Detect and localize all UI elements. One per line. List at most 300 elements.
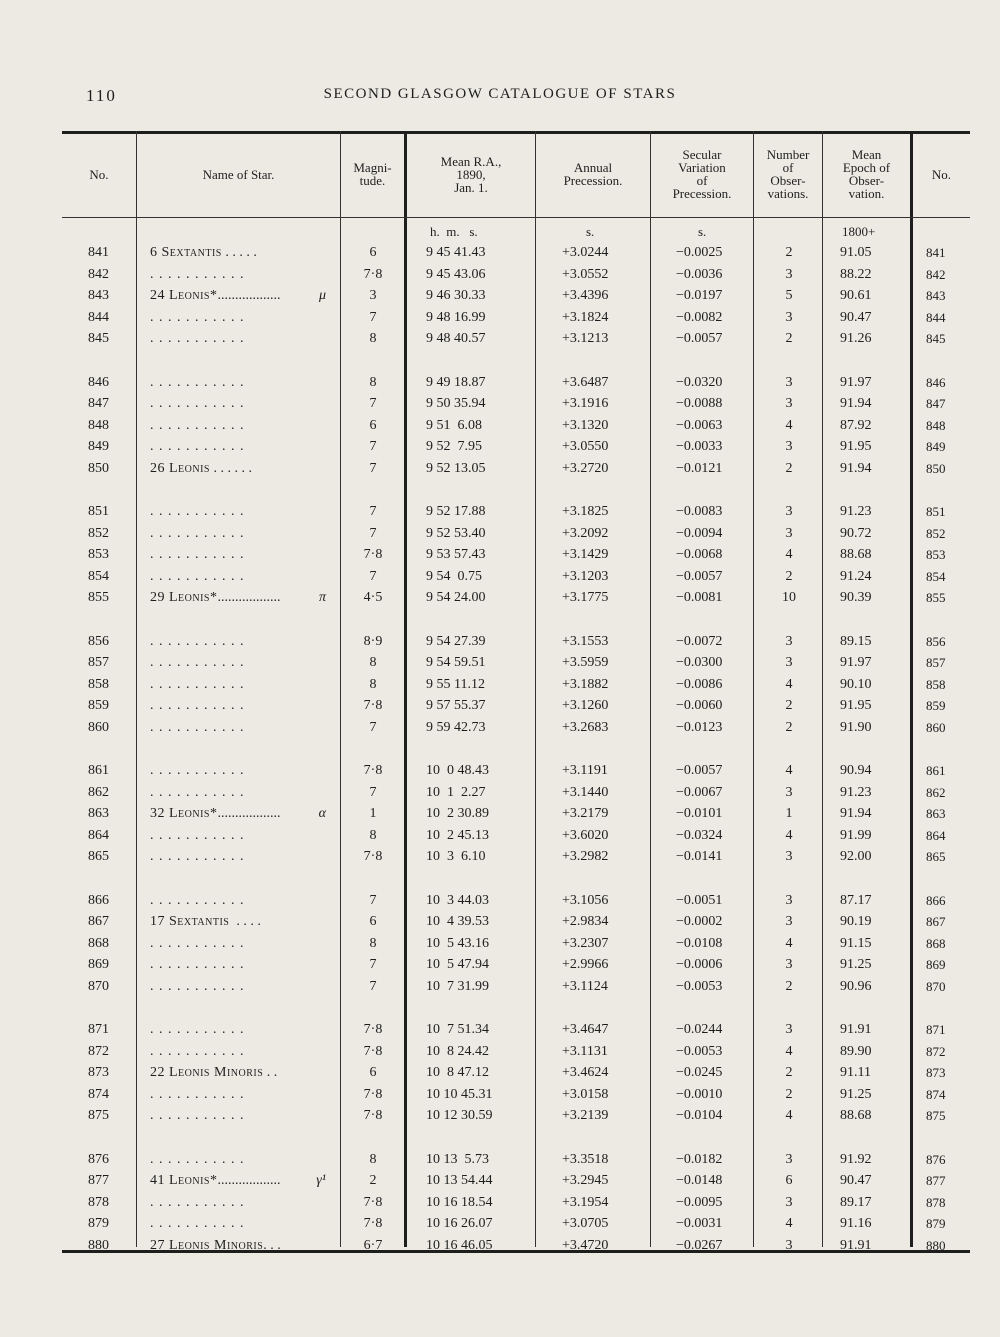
secular-variation: −0.0148 <box>676 1173 723 1188</box>
mean-epoch: 90.94 <box>840 763 872 778</box>
star-number: 851 <box>88 504 109 519</box>
mean-epoch: 91.25 <box>840 957 872 972</box>
annual-precession: +3.1203 <box>562 568 609 584</box>
magnitude: 7·8 <box>363 1108 383 1123</box>
star-number: 866 <box>88 892 109 908</box>
star-number-right: 844 <box>926 309 946 325</box>
star-number: 877 <box>88 1173 109 1188</box>
star-number-right: 866 <box>926 892 946 908</box>
mean-epoch: 91.24 <box>840 568 872 584</box>
leader-dots: ........... <box>150 1022 249 1037</box>
observation-count: 10 <box>782 590 796 605</box>
magnitude: 7·8 <box>363 698 383 713</box>
mean-epoch: 90.72 <box>840 525 872 541</box>
secular-variation: −0.0057 <box>676 568 723 584</box>
secular-variation: −0.0036 <box>676 266 723 282</box>
observation-count: 2 <box>785 1086 793 1102</box>
observation-count: 2 <box>785 460 793 476</box>
star-number: 872 <box>88 1043 109 1059</box>
magnitude: 2 <box>369 1173 377 1188</box>
mean-ra: 10 2 30.89 <box>426 806 489 821</box>
leader-dots: ........... <box>150 1216 249 1231</box>
annual-precession: +3.1429 <box>562 547 609 562</box>
star-number-right: 877 <box>926 1173 946 1188</box>
mean-ra: 10 0 48.43 <box>426 763 489 778</box>
mean-ra: 9 59 42.73 <box>426 719 486 735</box>
mean-epoch: 91.91 <box>840 1022 872 1037</box>
mean-epoch: 90.19 <box>840 914 872 929</box>
mean-ra: 10 3 6.10 <box>426 849 486 864</box>
annual-precession: +3.1191 <box>562 763 608 778</box>
secular-variation: −0.0068 <box>676 547 723 562</box>
leader-dots: ........... <box>150 827 249 843</box>
annual-precession: +3.2092 <box>562 525 609 541</box>
mean-ra: 9 55 11.12 <box>426 676 485 692</box>
annual-precession: +2.9966 <box>562 957 609 972</box>
table-row <box>0 286 1000 306</box>
magnitude: 7·8 <box>363 1194 383 1210</box>
leader-dots: ........... <box>150 676 249 692</box>
star-number-right: 841 <box>926 245 946 260</box>
header-no: No. <box>89 166 109 182</box>
star-name <box>150 718 328 738</box>
secular-variation: −0.0053 <box>676 1043 723 1059</box>
star-name <box>150 847 328 867</box>
star-number: 853 <box>88 547 109 562</box>
magnitude: 7·8 <box>363 1086 383 1102</box>
table-row <box>0 783 1000 803</box>
unit-secular: s. <box>698 224 707 239</box>
star-designation: 26 Leonis <box>150 460 210 476</box>
annual-precession: +3.1954 <box>562 1194 609 1210</box>
secular-variation: −0.0300 <box>676 655 723 670</box>
magnitude: 7·8 <box>363 266 383 282</box>
star-name <box>150 955 328 975</box>
header-annual-precession: Annual Precession. <box>563 160 623 188</box>
observation-count: 4 <box>785 763 793 778</box>
secular-variation: −0.0072 <box>676 633 723 649</box>
table-row <box>0 1085 1000 1105</box>
magnitude: 3 <box>369 288 377 303</box>
magnitude: 8·9 <box>363 633 383 649</box>
annual-precession: +3.2683 <box>562 719 609 735</box>
mean-ra: 10 7 51.34 <box>426 1022 489 1037</box>
observation-count: 2 <box>785 245 793 260</box>
star-name <box>150 1171 328 1191</box>
annual-precession: +3.4720 <box>562 1237 609 1253</box>
star-name <box>150 1106 328 1126</box>
star-number-right: 851 <box>926 504 946 519</box>
secular-variation: −0.0067 <box>676 784 723 800</box>
star-name <box>150 437 328 457</box>
magnitude: 8 <box>369 1151 377 1167</box>
secular-variation: −0.0057 <box>676 763 723 778</box>
star-name <box>150 265 328 285</box>
annual-precession: +3.0552 <box>562 266 609 282</box>
annual-precession: +3.1440 <box>562 784 609 800</box>
mean-ra: 9 54 24.00 <box>426 590 486 605</box>
observation-count: 2 <box>785 978 793 994</box>
star-number-right: 876 <box>926 1151 946 1167</box>
observation-count: 2 <box>785 331 793 346</box>
leader-dots: ........... <box>150 892 249 908</box>
magnitude: 7 <box>369 892 377 908</box>
table-row <box>0 653 1000 673</box>
star-number: 874 <box>88 1086 109 1102</box>
mean-ra: 10 4 39.53 <box>426 914 489 929</box>
leader-dots: ........... <box>150 655 249 670</box>
star-number: 863 <box>88 806 109 821</box>
mean-epoch: 91.23 <box>840 504 872 519</box>
magnitude: 6·7 <box>363 1237 383 1253</box>
table-row <box>0 934 1000 954</box>
annual-precession: +3.1260 <box>562 698 609 713</box>
star-name <box>150 394 328 414</box>
mean-ra: 9 48 16.99 <box>426 309 486 325</box>
table-row <box>0 1150 1000 1170</box>
annual-precession: +3.1213 <box>562 331 609 346</box>
star-number-right: 879 <box>926 1216 946 1231</box>
observation-count: 3 <box>785 914 793 929</box>
mean-epoch: 91.94 <box>840 460 872 476</box>
leader-dots: ........... <box>150 1151 249 1167</box>
leader-dots: . . . . . . <box>210 460 252 476</box>
unit-epoch: 1800+ <box>842 224 876 239</box>
mean-ra: 9 54 27.39 <box>426 633 486 649</box>
star-designation: 29 Leonis* <box>150 590 218 605</box>
leader-dots: ........... <box>150 309 249 325</box>
leader-dots: ........... <box>150 957 249 972</box>
magnitude: 6 <box>369 417 377 433</box>
mean-ra: 9 50 35.94 <box>426 396 486 411</box>
table-row <box>0 567 1000 587</box>
star-name <box>150 308 328 328</box>
star-number: 862 <box>88 784 109 800</box>
leader-dots: ........... <box>150 525 249 541</box>
star-number: 852 <box>88 525 109 541</box>
observation-count: 3 <box>785 849 793 864</box>
leader-dots: ........... <box>150 1108 249 1123</box>
mean-ra: 9 52 13.05 <box>426 460 486 476</box>
mean-ra: 10 5 43.16 <box>426 935 489 951</box>
magnitude: 8 <box>369 374 377 390</box>
leader-dots: ........... <box>150 978 249 994</box>
star-number: 876 <box>88 1151 109 1167</box>
magnitude: 7 <box>369 719 377 735</box>
mean-epoch: 89.90 <box>840 1043 872 1059</box>
star-name <box>150 934 328 954</box>
mean-epoch: 91.94 <box>840 396 872 411</box>
star-number-right: 871 <box>926 1022 946 1037</box>
star-number: 869 <box>88 957 109 972</box>
annual-precession: +3.6487 <box>562 374 609 390</box>
mean-epoch: 91.91 <box>840 1237 872 1253</box>
star-number: 854 <box>88 568 109 584</box>
star-number: 880 <box>88 1237 109 1253</box>
observation-count: 3 <box>785 1237 793 1253</box>
header-mean-ra: Mean R.A., 1890, Jan. 1. <box>440 153 502 195</box>
table-row <box>0 1193 1000 1213</box>
star-designation: 6 Sextantis <box>150 245 222 260</box>
leader-dots: . . <box>263 1065 278 1080</box>
table-row <box>0 955 1000 975</box>
leader-dots: ........... <box>150 396 249 411</box>
table-row <box>0 373 1000 393</box>
star-number-right: 850 <box>926 460 946 476</box>
magnitude: 7·8 <box>363 1216 383 1231</box>
observation-count: 4 <box>785 1043 793 1059</box>
star-number-right: 864 <box>926 827 946 843</box>
mean-epoch: 91.97 <box>840 655 872 670</box>
star-number-right: 845 <box>926 331 946 346</box>
table-row <box>0 308 1000 328</box>
bayer-letter: γ¹ <box>316 1173 326 1188</box>
annual-precession: +3.0158 <box>562 1086 609 1102</box>
magnitude: 7 <box>369 784 377 800</box>
observation-count: 3 <box>785 655 793 670</box>
magnitude: 4·5 <box>363 590 383 605</box>
leader-dots: ........... <box>150 547 249 562</box>
observation-count: 3 <box>785 892 793 908</box>
mean-epoch: 89.17 <box>840 1194 872 1210</box>
annual-precession: +3.1882 <box>562 676 609 692</box>
star-number: 875 <box>88 1108 109 1123</box>
mean-ra: 10 2 45.13 <box>426 827 489 843</box>
star-number: 843 <box>88 288 109 303</box>
table-row <box>0 847 1000 867</box>
mean-ra: 9 54 0.75 <box>426 568 482 584</box>
secular-variation: −0.0101 <box>676 806 723 821</box>
magnitude: 8 <box>369 331 377 346</box>
mean-ra: 9 46 30.33 <box>426 288 486 303</box>
secular-variation: −0.0267 <box>676 1237 723 1253</box>
table-row <box>0 891 1000 911</box>
table-row <box>0 675 1000 695</box>
secular-variation: −0.0081 <box>676 590 723 605</box>
observation-count: 3 <box>785 525 793 541</box>
observation-count: 3 <box>785 439 793 454</box>
star-number-right: 875 <box>926 1108 946 1123</box>
secular-variation: −0.0320 <box>676 374 723 390</box>
annual-precession: +3.1056 <box>562 892 609 908</box>
observation-count: 2 <box>785 719 793 735</box>
leader-dots: ........... <box>150 266 249 282</box>
star-number: 844 <box>88 309 109 325</box>
mean-epoch: 88.68 <box>840 547 872 562</box>
table-row <box>0 459 1000 479</box>
leader-dots: ........... <box>150 439 249 454</box>
observation-count: 3 <box>785 784 793 800</box>
observation-count: 5 <box>785 288 793 303</box>
star-name <box>150 912 328 932</box>
star-designation: 22 Leonis Minoris <box>150 1065 264 1080</box>
observation-count: 3 <box>785 1194 793 1210</box>
secular-variation: −0.0141 <box>676 849 723 864</box>
star-number: 847 <box>88 396 109 411</box>
mean-ra: 10 16 26.07 <box>426 1216 493 1231</box>
annual-precession: +3.2139 <box>562 1108 609 1123</box>
table-row <box>0 524 1000 544</box>
table-row <box>0 977 1000 997</box>
mean-ra: 10 7 31.99 <box>426 978 489 994</box>
mean-ra: 9 48 40.57 <box>426 331 486 346</box>
secular-variation: −0.0031 <box>676 1216 723 1231</box>
star-number-right: 869 <box>926 957 946 972</box>
header-no-right: No. <box>931 166 952 182</box>
leader-dots: ........... <box>150 417 249 433</box>
star-number-right: 856 <box>926 633 946 649</box>
mean-epoch: 90.10 <box>840 676 872 692</box>
bayer-letter: α <box>318 806 326 821</box>
mean-epoch: 91.15 <box>840 935 872 951</box>
star-number-right: 868 <box>926 935 946 951</box>
secular-variation: −0.0063 <box>676 417 723 433</box>
secular-variation: −0.0123 <box>676 719 723 735</box>
star-name <box>150 567 328 587</box>
table-row <box>0 1106 1000 1126</box>
header-number-of-observations: Number of Obser- vations. <box>766 147 810 201</box>
secular-variation: −0.0053 <box>676 978 723 994</box>
mean-epoch: 90.96 <box>840 978 872 994</box>
star-number: 870 <box>88 978 109 994</box>
mean-epoch: 91.16 <box>840 1216 872 1231</box>
mean-ra: 10 10 45.31 <box>426 1086 493 1102</box>
observation-count: 4 <box>785 417 793 433</box>
secular-variation: −0.0104 <box>676 1108 723 1123</box>
mean-epoch: 88.22 <box>840 266 872 282</box>
observation-count: 3 <box>785 1022 793 1037</box>
star-number-right: 842 <box>926 266 946 282</box>
table-row <box>0 1171 1000 1191</box>
leader-dots: ........... <box>150 935 249 951</box>
magnitude: 6 <box>369 1065 377 1080</box>
secular-variation: −0.0025 <box>676 245 723 260</box>
mean-ra: 10 3 44.03 <box>426 892 489 908</box>
mean-ra: 10 13 5.73 <box>426 1151 489 1167</box>
secular-variation: −0.0051 <box>676 892 723 908</box>
secular-variation: −0.0060 <box>676 698 723 713</box>
secular-variation: −0.0002 <box>676 914 723 929</box>
star-name <box>150 524 328 544</box>
star-number-right: 857 <box>926 655 946 670</box>
star-number-right: 859 <box>926 698 946 713</box>
secular-variation: −0.0006 <box>676 957 723 972</box>
secular-variation: −0.0095 <box>676 1194 723 1210</box>
secular-variation: −0.0082 <box>676 309 723 325</box>
mean-epoch: 90.39 <box>840 590 872 605</box>
magnitude: 8 <box>369 676 377 692</box>
star-name <box>150 502 328 522</box>
star-number: 845 <box>88 331 109 346</box>
star-name <box>150 1150 328 1170</box>
mean-epoch: 91.26 <box>840 331 872 346</box>
star-number-right: 848 <box>926 417 946 433</box>
magnitude: 7 <box>369 504 377 519</box>
star-number: 841 <box>88 245 109 260</box>
annual-precession: +3.1553 <box>562 633 609 649</box>
star-name <box>150 804 328 824</box>
star-number: 858 <box>88 676 109 692</box>
mean-epoch: 91.11 <box>840 1065 871 1080</box>
annual-precession: +3.1775 <box>562 590 609 605</box>
star-name <box>150 826 328 846</box>
magnitude: 7 <box>369 396 377 411</box>
page-number: 110 <box>86 86 117 105</box>
star-number: 846 <box>88 374 109 390</box>
magnitude: 8 <box>369 935 377 951</box>
star-number-right: 843 <box>926 288 946 303</box>
observation-count: 2 <box>785 1065 793 1080</box>
annual-precession: +3.0705 <box>562 1216 609 1231</box>
observation-count: 6 <box>785 1173 793 1188</box>
star-number-right: 873 <box>926 1065 946 1080</box>
observation-count: 4 <box>785 935 793 951</box>
mean-epoch: 87.92 <box>840 417 872 433</box>
secular-variation: −0.0083 <box>676 504 723 519</box>
mean-epoch: 91.95 <box>840 439 872 454</box>
star-number: 861 <box>88 763 109 778</box>
star-name <box>150 1236 328 1256</box>
annual-precession: +3.0244 <box>562 245 609 260</box>
annual-precession: +3.4647 <box>562 1022 609 1037</box>
star-number-right: 867 <box>926 914 946 929</box>
star-number-right: 854 <box>926 568 946 584</box>
annual-precession: +3.2945 <box>562 1173 609 1188</box>
mean-ra: 9 49 18.87 <box>426 374 486 390</box>
star-number: 859 <box>88 698 109 713</box>
annual-precession: +3.5959 <box>562 655 609 670</box>
magnitude: 6 <box>369 914 377 929</box>
star-number-right: 847 <box>926 396 946 411</box>
table-row <box>0 1236 1000 1256</box>
star-number: 879 <box>88 1216 109 1231</box>
star-name <box>150 243 328 263</box>
secular-variation: −0.0108 <box>676 935 723 951</box>
header-mean-epoch: Mean Epoch of Obser- vation. <box>842 147 891 201</box>
mean-ra: 9 45 41.43 <box>426 245 486 260</box>
secular-variation: −0.0197 <box>676 288 723 303</box>
table-row <box>0 718 1000 738</box>
mean-ra: 9 57 55.37 <box>426 698 486 713</box>
header-secular-variation: Secular Variation of Precession. <box>672 147 732 201</box>
leader-dots: ........... <box>150 849 249 864</box>
observation-count: 4 <box>785 676 793 692</box>
star-number-right: 860 <box>926 719 946 735</box>
magnitude: 7·8 <box>363 547 383 562</box>
observation-count: 2 <box>785 698 793 713</box>
mean-ra: 10 13 54.44 <box>426 1173 493 1188</box>
mean-epoch: 91.05 <box>840 245 872 260</box>
table-row <box>0 502 1000 522</box>
leader-dots: ........... <box>150 763 249 778</box>
leader-dots: .................. <box>217 590 281 605</box>
mean-epoch: 90.47 <box>840 1173 872 1188</box>
star-name <box>150 1042 328 1062</box>
star-number: 871 <box>88 1022 109 1037</box>
mean-epoch: 87.17 <box>840 892 872 908</box>
mean-ra: 9 52 7.95 <box>426 439 482 454</box>
header-rule <box>62 217 970 218</box>
star-number-right: 862 <box>926 784 946 800</box>
secular-variation: −0.0244 <box>676 1022 723 1037</box>
annual-precession: +3.0550 <box>562 439 609 454</box>
star-name <box>150 696 328 716</box>
table-row <box>0 804 1000 824</box>
secular-variation: −0.0057 <box>676 331 723 346</box>
star-name <box>150 761 328 781</box>
star-number-right: 878 <box>926 1194 946 1210</box>
table-row <box>0 1214 1000 1234</box>
